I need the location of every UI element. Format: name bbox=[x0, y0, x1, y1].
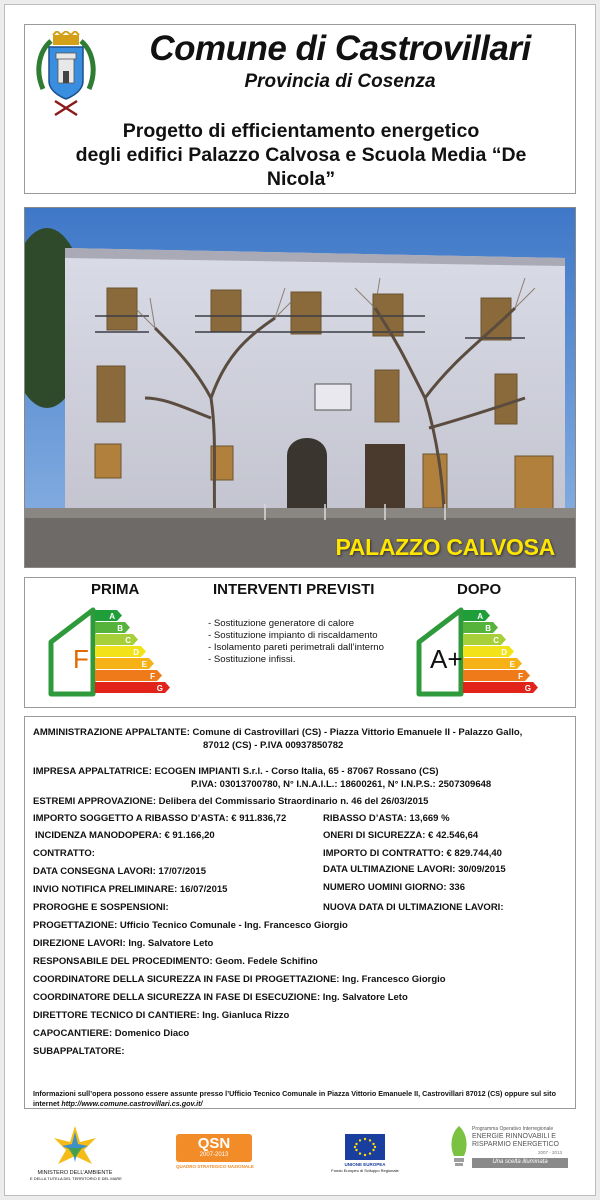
amministrazione-line: AMMINISTRAZIONE APPALTANTE: Comune di Castrovillari (CS) - Piazza Vittorio Emanuele II - Palazzo Gallo, bbox=[33, 727, 523, 738]
energy-class-bar-c bbox=[95, 634, 138, 645]
capocantiere: CAPOCANTIERE: Domenico Diaco bbox=[33, 1028, 190, 1039]
class-before-letter: F bbox=[73, 644, 89, 674]
energy-class-bar-label: A bbox=[109, 612, 115, 621]
photo-caption: PALAZZO CALVOSA bbox=[335, 534, 555, 560]
qsn-label: QSN bbox=[197, 1135, 231, 1152]
energy-section bbox=[24, 577, 576, 708]
energy-class-bar-c bbox=[463, 634, 506, 645]
poi-energia-logo bbox=[448, 1124, 578, 1188]
energy-class-bar-label: A bbox=[477, 612, 483, 621]
ministero-logo bbox=[30, 1124, 120, 1184]
proroghe: PROROGHE E SOSPENSIONI: bbox=[33, 902, 169, 913]
energy-class-bar-label: F bbox=[150, 672, 155, 681]
direttore-tecnico: DIRETTORE TECNICO DI CANTIERE: Ing. Gianluca Rizzo bbox=[33, 1010, 290, 1021]
energy-class-bar-label: G bbox=[524, 684, 531, 693]
energy-class-bar-label: F bbox=[518, 672, 523, 681]
energy-class-bar-b bbox=[463, 622, 498, 633]
energy-class-bar-label: B bbox=[485, 624, 491, 633]
oneri-sicurezza: ONERI DI SICUREZZA: € 42.546,64 bbox=[323, 830, 479, 841]
energy-class-bar-label: C bbox=[493, 636, 499, 645]
interventi-label: INTERVENTI PREVISTI bbox=[213, 581, 375, 598]
eu-sub: Fondo Europeo di Sviluppo Regionale bbox=[331, 1168, 399, 1173]
info-note-text: Informazioni sull’opera possono essere assunte presso l’Ufficio Tecnico Comunale in Piazza Vittorio Emanuele II, Castrovillari 87012 (CS) oppure sul sito internet bbox=[33, 1089, 556, 1108]
municipal-crest-icon bbox=[35, 31, 97, 121]
energy-class-before bbox=[47, 606, 177, 702]
poi-line3: RISPARMIO ENERGETICO bbox=[472, 1141, 559, 1148]
project-title bbox=[39, 119, 563, 191]
energy-class-bar-label: E bbox=[509, 660, 515, 669]
intervento-item: - Isolamento pareti perimetrali dall’interno bbox=[208, 642, 384, 653]
dopo-label: DOPO bbox=[457, 581, 502, 598]
ribasso-asta: RIBASSO D’ASTA: 13,669 % bbox=[323, 813, 450, 824]
subappaltatore: SUBAPPALTATORE: bbox=[33, 1046, 125, 1057]
lightbulb-icon bbox=[448, 1124, 470, 1174]
palazzo-photo-illustration bbox=[25, 208, 576, 568]
energy-class-after bbox=[415, 606, 545, 702]
project-title-line: degli edifici Palazzo Calvosa e Scuola Media “De bbox=[75, 144, 527, 166]
nuova-data-ultimazione: NUOVA DATA DI ULTIMAZIONE LAVORI: bbox=[323, 902, 504, 913]
energy-scale-icon bbox=[47, 606, 177, 702]
intervento-item: - Sostituzione infissi. bbox=[208, 654, 296, 665]
energy-class-bar-b bbox=[95, 622, 130, 633]
coordinatore-progettazione: COORDINATORE DELLA SICUREZZA IN FASE DI PROGETTAZIONE: Ing. Francesco Giorgio bbox=[33, 974, 446, 985]
importo-ribasso: IMPORTO SOGGETTO A RIBASSO D’ASTA: € 911.836,72 bbox=[33, 813, 287, 824]
energy-class-bar-label: G bbox=[156, 684, 163, 693]
incidenza-manodopera: INCIDENZA MANODOPERA: € 91.166,20 bbox=[35, 830, 215, 841]
qsn-sub: QUADRO STRATEGICO NAZIONALE bbox=[176, 1164, 254, 1169]
impresa-line: IMPRESA APPALTATRICE: ECOGEN IMPIANTI S.r.l. - Corso Italia, 65 - 87067 Rossano (CS) bbox=[33, 766, 439, 777]
contratto: CONTRATTO: bbox=[33, 848, 95, 859]
qsn-logo bbox=[176, 1134, 252, 1170]
prima-label: PRIMA bbox=[91, 581, 140, 598]
project-title-line: Progetto di efficientamento energetico bbox=[122, 120, 480, 142]
poi-years: 2007 - 2013 bbox=[538, 1150, 563, 1155]
info-box bbox=[24, 716, 576, 1109]
invio-notifica: INVIO NOTIFICA PRELIMINARE: 16/07/2015 bbox=[33, 884, 228, 895]
impresa-line: P.IVA: 03013700780, N° I.N.A.I.L.: 18600261, N° I.N.P.S.: 2507309648 bbox=[191, 779, 492, 790]
building-photo bbox=[24, 207, 576, 568]
info-note bbox=[33, 1089, 569, 1109]
numero-uomini: NUMERO UOMINI GIORNO: 336 bbox=[323, 882, 465, 893]
eu-label: UNIONE EUROPEA bbox=[344, 1162, 386, 1167]
data-ultimazione: DATA ULTIMAZIONE LAVORI: 30/09/2015 bbox=[323, 864, 506, 875]
importo-contratto: IMPORTO DI CONTRATTO: € 829.744,40 bbox=[323, 848, 502, 859]
ministero-name: MINISTERO DELL’AMBIENTE bbox=[37, 1170, 113, 1176]
coordinatore-esecuzione: COORDINATORE DELLA SICUREZZA IN FASE DI ESECUZIONE: Ing. Salvatore Leto bbox=[33, 992, 408, 1003]
direzione-lavori: DIREZIONE LAVORI: Ing. Salvatore Leto bbox=[33, 938, 214, 949]
ministero-star-icon bbox=[30, 1124, 120, 1168]
provincia-subtitle: Provincia di Cosenza bbox=[244, 71, 436, 92]
responsabile-procedimento: RESPONSABILE DEL PROCEDIMENTO: Geom. Fedele Schifino bbox=[33, 956, 318, 967]
qsn-years: 2007-2013 bbox=[199, 1152, 229, 1158]
intervento-item: - Sostituzione generatore di calore bbox=[208, 618, 355, 629]
progettazione: PROGETTAZIONE: Ufficio Tecnico Comunale - Ing. Francesco Giorgio bbox=[33, 920, 348, 931]
eu-logo bbox=[330, 1134, 400, 1174]
energy-class-bar-label: C bbox=[125, 636, 131, 645]
comune-title: Comune di Castrovillari bbox=[149, 29, 531, 68]
interventi-list bbox=[208, 618, 384, 666]
poi-line1: Programma Operativo Interregionale bbox=[472, 1126, 554, 1132]
project-title-line: Nicola” bbox=[266, 168, 336, 190]
ministero-sub: E DELLA TUTELA DEL TERRITORIO E DEL MARE bbox=[30, 1176, 122, 1181]
website-link[interactable]: http://www.comune.castrovillari.cs.gov.it/ bbox=[61, 1099, 203, 1108]
poi-line2: ENERGIE RINNOVABILI E bbox=[472, 1133, 556, 1140]
energy-class-bar-label: E bbox=[141, 660, 147, 669]
poi-slogan: Una scelta illuminata bbox=[492, 1159, 548, 1165]
header-box bbox=[24, 24, 576, 194]
eu-flag-icon bbox=[345, 1134, 385, 1160]
estremi-line: ESTREMI APPROVAZIONE: Delibera del Commissario Straordinario n. 46 del 26/03/2015 bbox=[33, 796, 429, 807]
amministrazione-line: 87012 (CS) - P.IVA 00937850782 bbox=[203, 740, 344, 751]
energy-class-bar-label: D bbox=[133, 648, 139, 657]
energy-class-bar-label: B bbox=[117, 624, 123, 633]
data-consegna: DATA CONSEGNA LAVORI: 17/07/2015 bbox=[33, 866, 206, 877]
intervento-item: - Sostituzione impianto di riscaldamento bbox=[208, 630, 378, 641]
class-after-letter: A+ bbox=[430, 644, 463, 674]
energy-class-bar-label: D bbox=[501, 648, 507, 657]
